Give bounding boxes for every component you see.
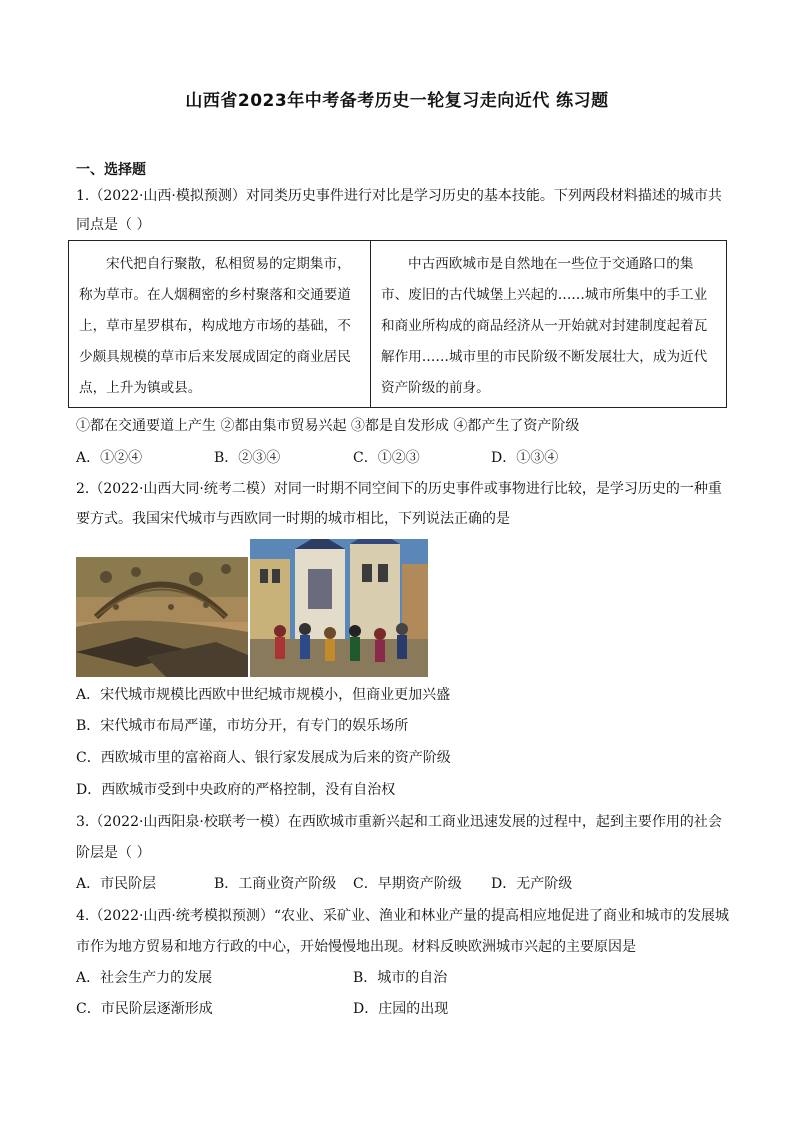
q4-stem-line1: 4.（2022·山西·统考模拟预测）“农业、采矿业、渔业和林业产量的提高相应地促进了商业和城市的发展城 — [76, 908, 730, 924]
q3-stem-line1: 3.（2022·山西阳泉·校联考一模）在西欧城市重新兴起和工商业迅速发展的过程中，起到主要作用的社会 — [76, 814, 722, 830]
q1-material-table — [68, 240, 727, 408]
q2-option-c[interactable]: C．西欧城市里的富裕商人、银行家发展成为后来的资产阶级 — [76, 750, 451, 766]
q3-stem-line2: 阶层是（ ） — [76, 845, 151, 861]
q2-stem-line1: 2.（2022·山西大同·统考二模）对同一时期不同空间下的历史事件或事物进行比较，是学习历史的一种重 — [76, 481, 722, 497]
song-dynasty-painting-image — [76, 557, 248, 677]
q4-option-c[interactable]: C．市民阶层逐渐形成 — [76, 1001, 213, 1017]
section-heading: 一、选择题 — [76, 162, 146, 178]
q3-option-b[interactable]: B．工商业资产阶级 — [214, 876, 337, 892]
q1-statements: ①都在交通要道上产生 ②都由集市贸易兴起 ③都是自发形成 ④都产生了资产阶级 — [76, 418, 580, 434]
q3-option-c[interactable]: C．早期资产阶级 — [353, 876, 462, 892]
q4-option-d[interactable]: D．庄园的出现 — [353, 1001, 449, 1017]
q2-option-d[interactable]: D．西欧城市受到中央政府的严格控制，没有自治权 — [76, 782, 396, 798]
q1-option-d[interactable]: D．①③④ — [491, 450, 559, 466]
q1-material-left: 宋代把自行聚散，私相贸易的定期集市，称为草市。在人烟稠密的乡村聚落和交通要道上，草市星罗棋布，构成地方市场的基础，不少颇具规模的草市后来发展成固定的商业居民点，上升为镇或县。 — [69, 241, 371, 408]
q1-option-a[interactable]: A．①②④ — [76, 450, 143, 466]
page-title: 山西省2023年中考备考历史一轮复习走向近代 练习题 — [185, 91, 609, 111]
q3-option-d[interactable]: D．无产阶级 — [491, 876, 573, 892]
q2-stem-line2: 要方式。我国宋代城市与西欧同一时期的城市相比，下列说法正确的是 — [76, 511, 510, 527]
q2-option-b[interactable]: B．宋代城市布局严谨，市坊分开，有专门的娱乐场所 — [76, 718, 409, 734]
q4-option-b[interactable]: B．城市的自治 — [353, 970, 448, 986]
q4-option-a[interactable]: A．社会生产力的发展 — [76, 970, 213, 986]
q1-option-c[interactable]: C．①②③ — [353, 450, 420, 466]
q1-stem-line2: 同点是（ ） — [76, 217, 151, 233]
q1-material-right: 中古西欧城市是自然地在一些位于交通路口的集市、废旧的古代城堡上兴起的……城市所集中的手工业和商业所构成的商品经济从一开始就对封建制度起着瓦解作用……城市里的市民阶级不断发展壮大，成为近代资产阶级的前身。 — [371, 241, 727, 408]
q1-option-b[interactable]: B．②③④ — [214, 450, 281, 466]
medieval-european-city-image — [250, 539, 428, 677]
q3-option-a[interactable]: A．市民阶层 — [76, 876, 157, 892]
q1-stem-line1: 1.（2022·山西·模拟预测）对同类历史事件进行对比是学习历史的基本技能。下列两段材料描述的城市共 — [76, 188, 722, 204]
q4-stem-line2: 市作为地方贸易和地方行政的中心，开始慢慢地出现。材料反映欧洲城市兴起的主要原因是 — [76, 939, 636, 955]
q2-option-a[interactable]: A．宋代城市规模比西欧中世纪城市规模小，但商业更加兴盛 — [76, 687, 451, 703]
